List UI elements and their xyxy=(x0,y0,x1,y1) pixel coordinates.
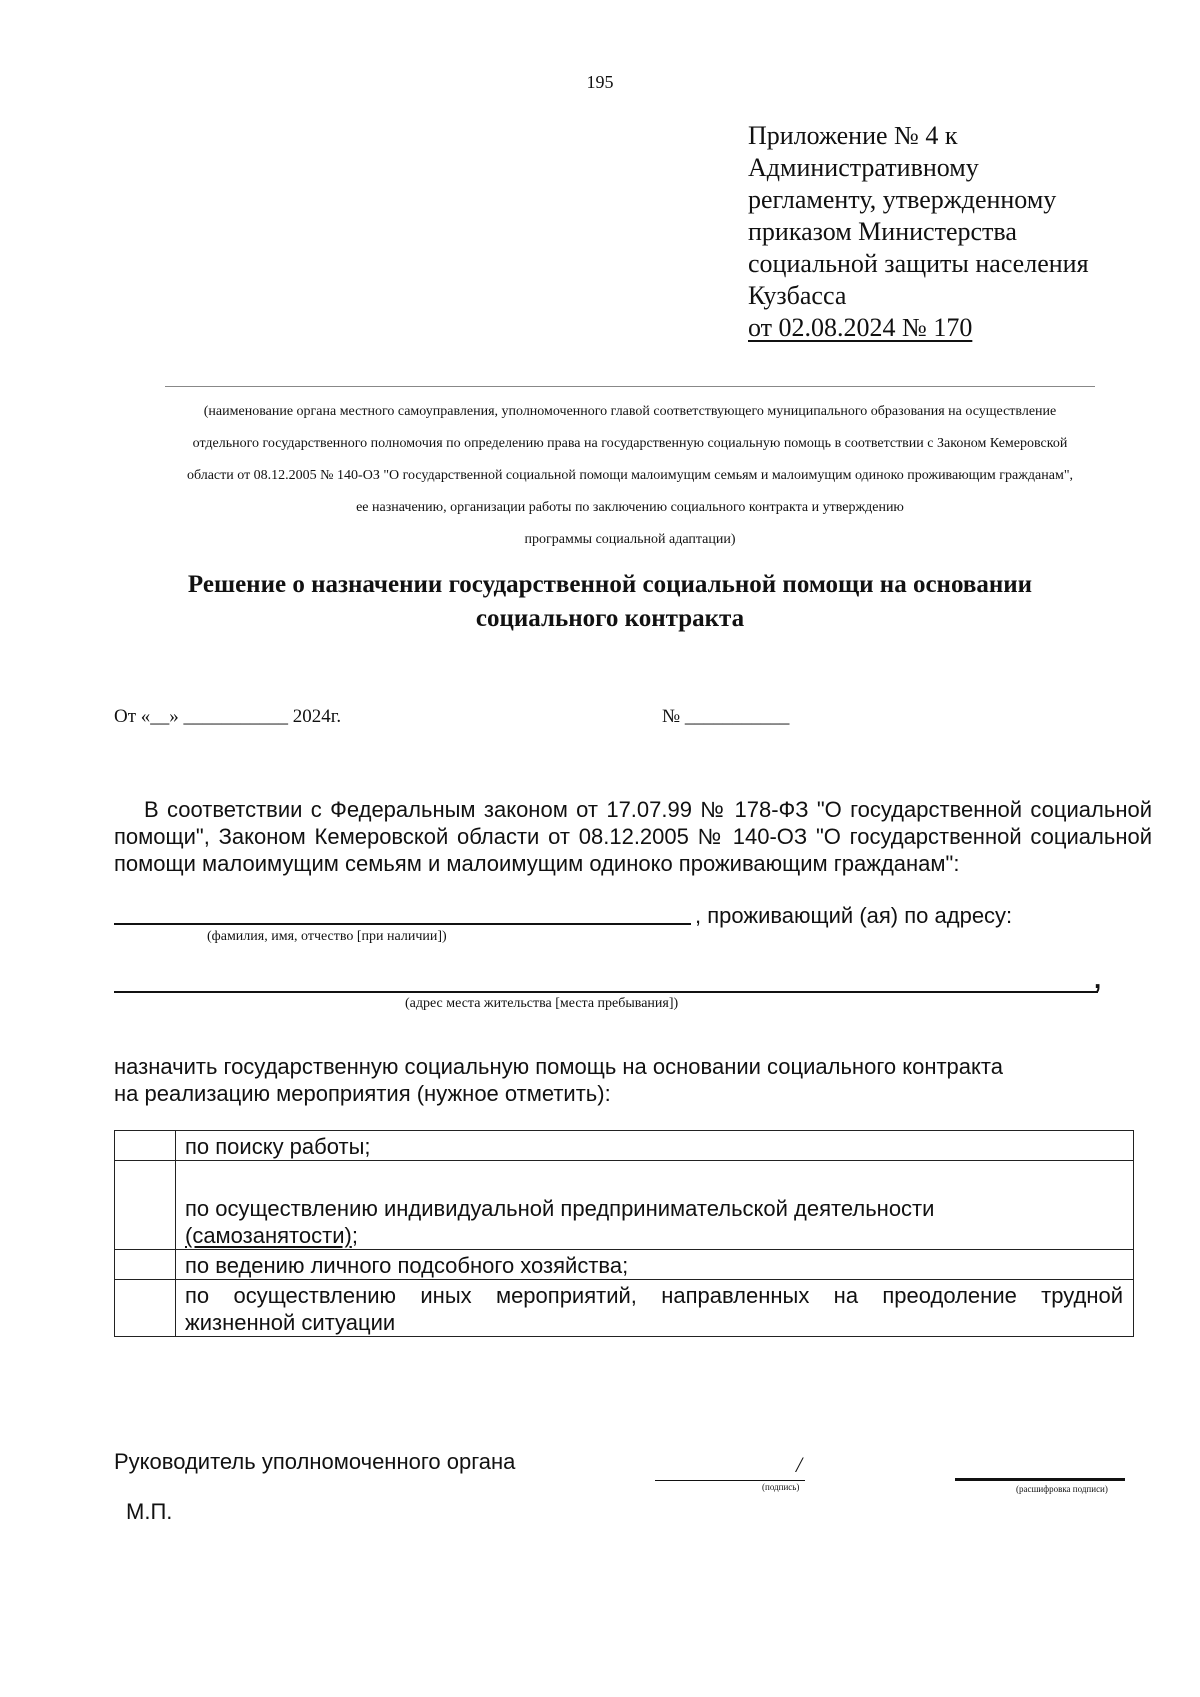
measure-label-line: по осуществлению индивидуальной предпринимательской деятельности xyxy=(185,1196,935,1221)
document-title xyxy=(110,568,1110,636)
appendix-line: Кузбасса xyxy=(748,281,847,310)
preamble-line: помощи", Законом Кемеровской области от 08.12.2005 № 140-ОЗ "О государственной социальной xyxy=(114,824,1152,849)
measure-checkbox-entrepreneurship[interactable] xyxy=(115,1161,176,1250)
signature-caption: (подпись) xyxy=(762,1482,800,1492)
decision-number-field[interactable]: № ___________ xyxy=(662,706,790,727)
org-name-caption xyxy=(110,396,1150,556)
address-caption: (адрес места жительства [места пребывания]) xyxy=(405,996,679,1011)
assignment-line: на реализацию мероприятия (нужное отметить): xyxy=(114,1081,611,1106)
decision-date-field[interactable]: От «__» ___________ 2024г. xyxy=(114,706,342,727)
assignment-line: назначить государственную социальную помощь на основании социального контракта xyxy=(114,1054,1003,1079)
org-caption-line: программы социальной адаптации) xyxy=(524,532,736,547)
appendix-line: Приложение № 4 к xyxy=(748,121,958,150)
measure-label: по поиску работы; xyxy=(176,1131,1134,1161)
measure-label-line: жизненной ситуации xyxy=(185,1310,396,1335)
head-of-authority-label: Руководитель уполномоченного органа xyxy=(114,1449,516,1474)
table-row xyxy=(115,1161,1134,1250)
preamble-line: помощи малоимущим семьям и малоимущим одиноко проживающим гражданам": xyxy=(114,851,960,876)
fio-field[interactable] xyxy=(114,923,691,925)
measures-table xyxy=(114,1130,1134,1337)
table-row xyxy=(115,1280,1134,1337)
table-row xyxy=(115,1131,1134,1161)
measure-label: по ведению личного подсобного хозяйства; xyxy=(176,1250,1134,1280)
assignment-text xyxy=(114,1053,1154,1107)
measure-checkbox-other[interactable] xyxy=(115,1280,176,1337)
org-caption-line: (наименование органа местного самоуправления, уполномоченного главой соответствующего муниципального образования на осуществление xyxy=(203,404,1057,419)
stamp-label: М.П. xyxy=(126,1499,173,1524)
measure-label xyxy=(176,1280,1134,1337)
measure-label-line: по осуществлению иных мероприятий, направленных на преодоление трудной xyxy=(185,1283,1123,1308)
signature-decode-field[interactable] xyxy=(955,1478,1125,1481)
signature-decode-caption: (расшифровка подписи) xyxy=(1016,1484,1108,1494)
measure-label xyxy=(176,1161,1134,1250)
org-name-rule xyxy=(165,386,1095,387)
appendix-order-date: от 02.08.2024 № 170 xyxy=(748,313,973,342)
signature-slash: / xyxy=(796,1452,803,1477)
title-line: Решение о назначении государственной социальной помощи на основании xyxy=(187,571,1033,598)
address-label: , проживающий (ая) по адресу: xyxy=(695,903,1013,928)
preamble-line: В соответствии с Федеральным законом от 17.07.99 № 178-ФЗ "О государственной социальной xyxy=(144,797,1152,822)
org-caption-line: области от 08.12.2005 № 140-ОЗ "О государственной социальной помощи малоимущим семьям и малоимущим одиноко проживающим гражданам", xyxy=(186,468,1074,483)
appendix-line: социальной защиты населения xyxy=(748,249,1089,278)
appendix-line: Административному xyxy=(748,153,979,182)
table-row xyxy=(115,1250,1134,1280)
appendix-header xyxy=(748,120,1168,344)
measure-checkbox-job-search[interactable] xyxy=(115,1131,176,1161)
measure-label-tail: ; xyxy=(351,1223,358,1248)
preamble xyxy=(114,796,1152,877)
appendix-line: регламенту, утвержденному xyxy=(748,185,1057,214)
measure-label-self-employment: (самозанятости) xyxy=(185,1223,352,1248)
title-line: социального контракта xyxy=(475,605,745,632)
signature-field[interactable] xyxy=(655,1480,805,1481)
address-field[interactable] xyxy=(114,991,1098,993)
org-caption-line: отдельного государственного полномочия по определению права на государственную социальную помощь в соответствии с Законом Кемеровской xyxy=(192,436,1068,451)
address-comma: , xyxy=(1094,964,1102,994)
measure-checkbox-household[interactable] xyxy=(115,1250,176,1280)
fio-caption: (фамилия, имя, отчество [при наличии]) xyxy=(207,929,447,944)
appendix-line: приказом Министерства xyxy=(748,217,1017,246)
page-number: 195 xyxy=(586,72,614,92)
org-caption-line: ее назначению, организации работы по заключению социального контракта и утверждению xyxy=(356,500,904,515)
